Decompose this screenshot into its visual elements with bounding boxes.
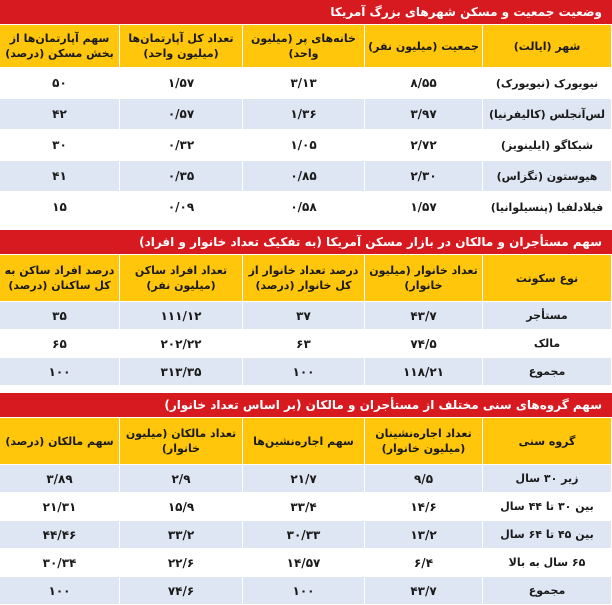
column-header: گروه سنی xyxy=(483,418,612,465)
table-row xyxy=(0,330,612,358)
table-cell: ۱۰۰ xyxy=(243,577,365,605)
table-cell: ۳۷ xyxy=(243,302,365,330)
table-cell: ۴۱ xyxy=(0,161,120,192)
table-cell: ۳۰ xyxy=(0,130,120,161)
city-cell: هیوستون (تگزاس) xyxy=(483,161,612,192)
table-row xyxy=(0,358,612,386)
column-header: نوع سکونت xyxy=(483,255,612,302)
tenure-type-cell: مالک xyxy=(483,330,612,358)
age-group-cell: مجموع xyxy=(483,577,612,605)
table-cell: ۰/۵۸ xyxy=(243,192,365,223)
table-row xyxy=(0,521,612,549)
table-cell: ۳۰/۳۴ xyxy=(0,549,120,577)
section2-title: سهم مستأجران و مالکان در بازار مسکن آمریکا (به تفکیک تعداد خانوار و افراد) xyxy=(0,230,612,254)
table-cell: ۶۵ xyxy=(0,330,120,358)
column-header: سهم مالکان (درصد) xyxy=(0,418,120,465)
column-header: سهم آپارتمان‌ها از بخش مسکن (درصد) xyxy=(0,25,120,68)
table-row xyxy=(0,549,612,577)
table-header-row xyxy=(0,25,612,68)
table-cell: ۳/۸۹ xyxy=(0,465,120,493)
table-cell: ۳۳/۴ xyxy=(243,493,365,521)
tenure-type-cell: مجموع xyxy=(483,358,612,386)
column-header: تعداد خانوار (میلیون خانوار) xyxy=(365,255,483,302)
table-cell: ۱۱۱/۱۲ xyxy=(120,302,243,330)
table-row xyxy=(0,161,612,192)
table-cell: ۱۵/۹ xyxy=(120,493,243,521)
tenure-table xyxy=(0,254,612,386)
column-header: خانه‌های پر (میلیون واحد) xyxy=(243,25,365,68)
table-cell: ۰/۸۵ xyxy=(243,161,365,192)
table-cell: ۴۴/۴۶ xyxy=(0,521,120,549)
table-cell: ۱۰۰ xyxy=(243,358,365,386)
table-cell: ۲/۹ xyxy=(120,465,243,493)
table-cell: ۵۰ xyxy=(0,68,120,99)
column-header: شهر (ایالت) xyxy=(483,25,612,68)
section1-title: وضعیت جمعیت و مسکن شهرهای بزرگ آمریکا xyxy=(0,0,612,24)
table-cell: ۰/۳۲ xyxy=(120,130,243,161)
table-cell: ۱۰۰ xyxy=(0,577,120,605)
table-cell: ۳/۹۷ xyxy=(365,99,483,130)
tenure-type-cell: مستأجر xyxy=(483,302,612,330)
table-cell: ۲۱/۷ xyxy=(243,465,365,493)
column-header: تعداد مالکان (میلیون خانوار) xyxy=(120,418,243,465)
table-cell: ۰/۳۵ xyxy=(120,161,243,192)
table-cell: ۱/۵۷ xyxy=(120,68,243,99)
table-cell: ۴۲ xyxy=(0,99,120,130)
column-header: درصد تعداد خانوار از کل خانوار (درصد) xyxy=(243,255,365,302)
column-header: جمعیت (میلیون نفر) xyxy=(365,25,483,68)
table-row xyxy=(0,577,612,605)
table-cell: ۳۰/۳۳ xyxy=(243,521,365,549)
city-housing-table xyxy=(0,24,612,223)
age-group-cell: بین ۳۰ تا ۴۴ سال xyxy=(483,493,612,521)
table-cell: ۰/۵۷ xyxy=(120,99,243,130)
table-cell: ۶/۴ xyxy=(365,549,483,577)
table-row xyxy=(0,192,612,223)
table-cell: ۶۳ xyxy=(243,330,365,358)
table-header-row xyxy=(0,255,612,302)
table-row xyxy=(0,99,612,130)
city-cell: لس‌آنجلس (کالیفرنیا) xyxy=(483,99,612,130)
section-divider xyxy=(0,223,612,230)
column-header: سهم اجاره‌نشین‌ها xyxy=(243,418,365,465)
table-row xyxy=(0,68,612,99)
section3-title: سهم گروه‌های سنی مختلف از مستأجران و مالکان (بر اساس تعداد خانوار) xyxy=(0,393,612,417)
column-header: تعداد کل آپارتمان‌ها (میلیون واحد) xyxy=(120,25,243,68)
table-cell: ۷۴/۶ xyxy=(120,577,243,605)
table-cell: ۹/۵ xyxy=(365,465,483,493)
table-cell: ۲۲/۶ xyxy=(120,549,243,577)
table-cell: ۴۳/۷ xyxy=(365,302,483,330)
table-cell: ۸/۵۵ xyxy=(365,68,483,99)
column-header: تعداد افراد ساکن (میلیون نفر) xyxy=(120,255,243,302)
table-cell: ۳۳/۲ xyxy=(120,521,243,549)
table-cell: ۲/۳۰ xyxy=(365,161,483,192)
table-header-row xyxy=(0,418,612,465)
table-cell: ۷۴/۵ xyxy=(365,330,483,358)
table-row xyxy=(0,302,612,330)
age-group-table xyxy=(0,417,612,605)
age-group-cell: زیر ۳۰ سال xyxy=(483,465,612,493)
table-cell: ۴۳/۷ xyxy=(365,577,483,605)
table-row xyxy=(0,465,612,493)
table-cell: ۱/۵۷ xyxy=(365,192,483,223)
table-cell: ۱۰۰ xyxy=(0,358,120,386)
table-cell: ۱۴/۵۷ xyxy=(243,549,365,577)
section-divider xyxy=(0,386,612,393)
table-cell: ۲۰۲/۲۲ xyxy=(120,330,243,358)
table-cell: ۲/۷۲ xyxy=(365,130,483,161)
table-cell: ۱/۰۵ xyxy=(243,130,365,161)
age-group-cell: ۶۵ سال به بالا xyxy=(483,549,612,577)
table-cell: ۱۱۸/۲۱ xyxy=(365,358,483,386)
city-cell: شیکاگو (ایلینویز) xyxy=(483,130,612,161)
column-header: تعداد اجاره‌نشینان (میلیون خانوار) xyxy=(365,418,483,465)
table-cell: ۳/۱۳ xyxy=(243,68,365,99)
table-row xyxy=(0,493,612,521)
table-cell: ۲۱/۳۱ xyxy=(0,493,120,521)
column-header: درصد افراد ساکن به کل ساکنان (درصد) xyxy=(0,255,120,302)
table-cell: ۱۵ xyxy=(0,192,120,223)
table-cell: ۱۳/۲ xyxy=(365,521,483,549)
table-cell: ۳۱۳/۳۵ xyxy=(120,358,243,386)
age-group-cell: بین ۴۵ تا ۶۴ سال xyxy=(483,521,612,549)
table-cell: ۳۵ xyxy=(0,302,120,330)
table-row xyxy=(0,130,612,161)
table-cell: ۰/۰۹ xyxy=(120,192,243,223)
city-cell: نیویورک (نیویورک) xyxy=(483,68,612,99)
table-cell: ۱/۳۶ xyxy=(243,99,365,130)
table-cell: ۱۴/۶ xyxy=(365,493,483,521)
city-cell: فیلادلفیا (پنسیلوانیا) xyxy=(483,192,612,223)
